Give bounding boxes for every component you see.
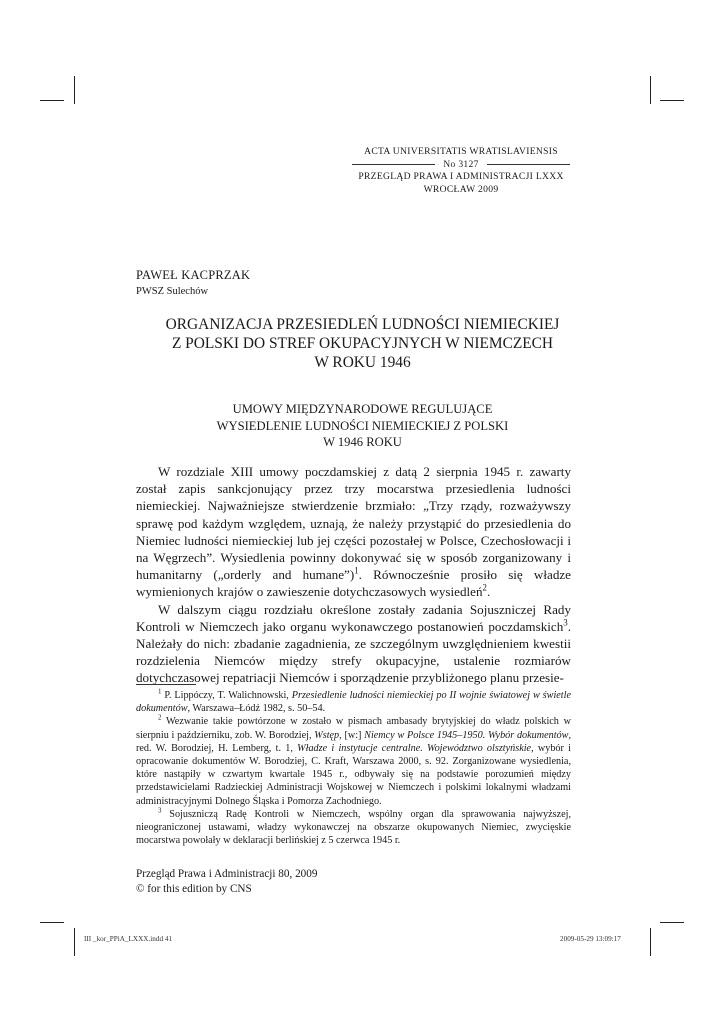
- crop-mark: [660, 100, 684, 101]
- text-run: .: [486, 584, 491, 600]
- footnotes: [136, 689, 571, 847]
- italic-title: Władze i instytucje centralne. Województwo olsztyńskie: [297, 742, 532, 754]
- title-line: Z POLSKI DO STREF OKUPACYJNYCH W NIEMCZECH: [171, 335, 554, 352]
- author-affiliation: PWSZ Sulechów: [136, 286, 209, 297]
- journal-place-year: WROCŁAW 2009: [423, 183, 499, 195]
- footnote-2: [136, 715, 571, 807]
- footnote-separator: [136, 684, 196, 685]
- section-heading-line: UMOWY MIĘDZYNARODOWE REGULUJĄCE: [232, 402, 493, 416]
- copyright-footer: [136, 867, 317, 896]
- italic-title: Wstęp: [314, 729, 340, 741]
- title-line: ORGANIZACJA PRZESIEDLEŃ LUDNOŚCI NIEMIECKIEJ: [165, 316, 560, 333]
- crop-mark: [74, 928, 75, 956]
- text-run: W rozdziale XIII umowy poczdamskiej z datą 2 sierpnia 1945 r. zawarty został zapis sankcjonujący przez trzy mocarstwa przesiedlenia ludności niemieckiej. Najważniejsze stwierdzenie brzmiało: „Trzy rządy, rozważywszy sprawę pod każdym względem, uznają, że należy przystąpić do przesiedlenia do Niemiec ludności niemieckiej lub jej części pozostałej w Polsce, Czechosłowacji i na Węgrzech”. Wysiedlenia powinny dokonywać się w sposób zorganizowany i humanitarny („orderly and humane”): [136, 464, 571, 583]
- text-run: P. Lippóczy, T. Walichnowski,: [161, 690, 292, 701]
- journal-series: PRZEGLĄD PRAWA I ADMINISTRACJI LXXX: [358, 171, 564, 183]
- crop-mark: [650, 928, 651, 956]
- paragraph-1: [136, 463, 571, 601]
- body-text: [136, 463, 571, 687]
- text-run: . Równocześnie prosiło się władze wymienionych krajów o zawieszenie dotychczasowych wysiedleń: [136, 567, 571, 600]
- section-heading: [160, 401, 565, 451]
- text-run: Wezwanie takie powtórzone w zostało w pismach ambasady brytyjskiej do władz polskich w sierpniu i październiku, zob. W. Borodziej,: [136, 716, 571, 741]
- crop-mark: [40, 100, 64, 101]
- rule-right: [487, 164, 570, 165]
- crop-mark: [650, 76, 651, 104]
- publication-info: Przegląd Prawa i Administracji 80, 2009: [136, 868, 318, 880]
- print-slug-timestamp: 2009-05-29 13:09:17: [560, 935, 621, 943]
- crop-mark: [660, 922, 684, 923]
- journal-name: ACTA UNIVERSITATIS WRATISLAVIENSIS: [364, 146, 558, 157]
- text-run: W dalszym ciągu rozdziału określone zostały zadania Sojuszniczej Rady Kontroli w Niemczech jako organu wykonawczego postanowień poczdamskich: [136, 601, 571, 634]
- text-run: , [w:]: [339, 729, 365, 741]
- footnote-ref-2[interactable]: 2: [482, 583, 487, 594]
- article-title: [120, 315, 605, 372]
- section-heading-line: WYSIEDLENIE LUDNOŚCI NIEMIECKIEJ Z POLSKI: [216, 418, 509, 433]
- journal-header: [352, 146, 570, 196]
- text-run: Sojuszniczą Radę Kontroli w Niemczech, wspólny organ dla sprawowania najwyższej, nieograniczonej ustawami, władzy wykonawczej na obszarze okupowanych Niemiec, zwycięskie mocarstwa powołały w deklaracji berlińskiej z 5 czerwca 1945 r.: [136, 808, 571, 847]
- journal-number-row: [352, 159, 570, 172]
- footnote-ref-3[interactable]: 3: [563, 617, 568, 628]
- italic-title: Przesiedlenie ludności niemieckiej po II wojnie światowej w świetle dokumentów: [136, 690, 571, 715]
- title-line: W ROKU 1946: [314, 354, 411, 371]
- print-slug-file: III _kor_PPiA_LXXX.indd 41: [84, 935, 173, 943]
- section-heading-line: W 1946 ROKU: [323, 435, 402, 449]
- text-run: , red. W. Borodziej, H. Lemberg, t. 1,: [136, 729, 571, 754]
- text-run: . Należały do nich: zbadanie zagadnienia, ze szczególnym uwzględnieniem kwestii rozdzielenia Niemców między strefy okupacyjne, ustalenie rozmiarów dotychczasowej repatriacji Niemców i sporządzenie przybliżonego planu przesie-: [136, 618, 571, 686]
- journal-number: No 3127: [443, 158, 479, 170]
- paragraph-2: [136, 601, 571, 687]
- author-name: PAWEŁ KACPRZAK: [136, 268, 251, 282]
- footnote-ref-1[interactable]: 1: [354, 565, 359, 576]
- footnote-number: 2: [158, 715, 162, 723]
- text-run: , wybór i opracowanie dokumentów W. Borodziej, C. Kraft, Warszawa 2000, s. 92. Zorganizowane wysiedlenia, które nastąpiły w czwartym kwartale 1945 r., odbywały się na podstawie porozumień między przedstawicielami Radzieckiej Administracji Wojskowej w Niemczech i polskimi lokalnymi władzami administracyjnymi Dolnego Śląska i Pomorza Zachodniego.: [136, 742, 571, 807]
- footnote-1: [136, 689, 571, 715]
- italic-title: Niemcy w Polsce 1945–1950. Wybór dokumentów: [364, 729, 569, 741]
- copyright-line: © for this edition by CNS: [136, 882, 252, 895]
- footnote-number: 1: [158, 688, 162, 696]
- text-run: , Warszawa–Łódź 1982, s. 50–54.: [187, 703, 326, 715]
- footnote-3: [136, 808, 571, 848]
- crop-mark: [74, 76, 75, 104]
- footnote-number: 3: [158, 807, 162, 815]
- rule-left: [352, 164, 435, 165]
- crop-mark: [40, 922, 64, 923]
